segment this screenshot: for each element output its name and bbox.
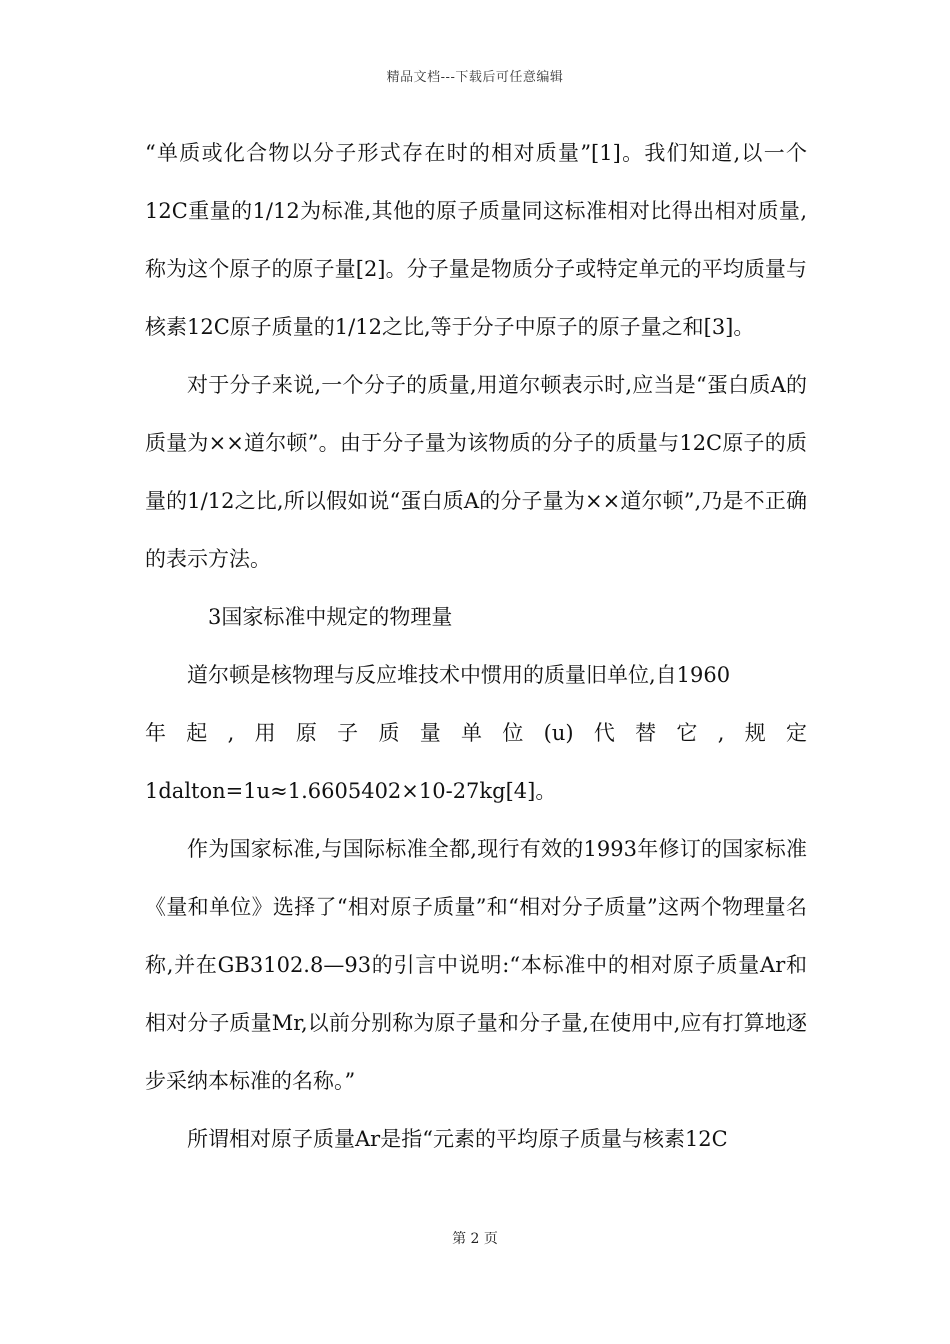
paragraph-dalton-line-3: 1dalton=1u≈1.6605402×10-27kg[4]。 bbox=[145, 779, 557, 803]
paragraph-dalton-line-1: 道尔顿是核物理与反应堆技术中惯用的质量旧单位,自1960 bbox=[187, 663, 731, 687]
document-body bbox=[145, 124, 807, 1168]
paragraph-national-standard: 作为国家标准,与国际标准全都,现行有效的1993年修订的国家标准《量和单位》选择了“相对原子质量”和“相对分子质量”这两个物理量名称,并在GB3102.8—93的引言中说明:“本标准中的相对原子质量Ar和相对分子质量Mr,以前分别称为原子量和分子量,在使用中,应有打算地逐步采纳本标准的名称。” bbox=[145, 837, 807, 1093]
page-header: 精品文档---下载后可任意编辑 bbox=[386, 70, 564, 85]
paragraph-molecular-weight-definition: “单质或化合物以分子形式存在时的相对质量”[1]。我们知道,以一个12C重量的1/12为标准,其他的原子质量同这标准相对比得出相对质量,称为这个原子的原子量[2]。分子量是物质分子或特定单元的平均质量与核素12C原子质量的1/12之比,等于分子中原子的原子量之和[3]。 bbox=[145, 141, 807, 339]
paragraph-relative-atomic-mass: 所谓相对原子质量Ar是指“元素的平均原子质量与核素12C bbox=[187, 1127, 728, 1151]
page-number: 第 2 页 bbox=[452, 1231, 498, 1247]
paragraph-dalton-usage: 对于分子来说,一个分子的质量,用道尔顿表示时,应当是“蛋白质A的质量为××道尔顿”。由于分子量为该物质的分子的质量与12C原子的质量的1/12之比,所以假如说“蛋白质A的分子量为××道尔顿”,乃是不正确的表示方法。 bbox=[145, 373, 807, 571]
section-heading: 3国家标准中规定的物理量 bbox=[208, 605, 453, 629]
paragraph-dalton-line-2: 年起,用原子质量单位(u)代替它,规定 bbox=[145, 721, 807, 745]
